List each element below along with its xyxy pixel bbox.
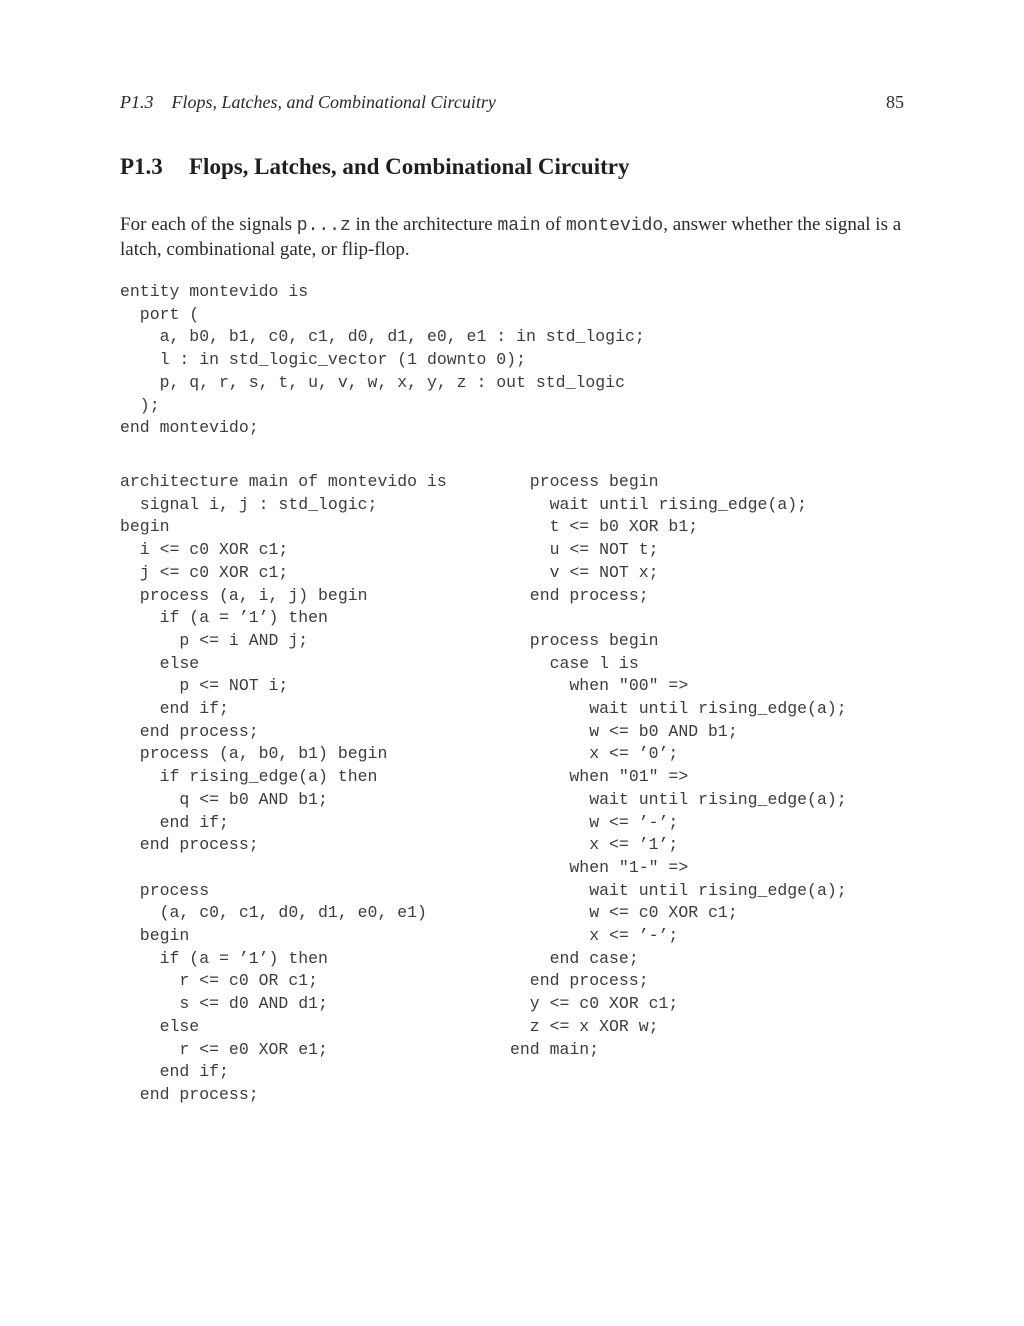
architecture-code-listing-right: process begin wait until rising_edge(a); t <= b0 XOR b1; u <= NOT t; v <= NOT x; end process; process begin case l is when "00" => wait until rising_edge(a); w <= b0 AND b1; x <= ’0’; when "01" => wait until rising_edge(a); w <= ’-’; x <= ’1’; when "1-" => wait until rising_edge(a); w <= c0 XOR c1; x <= ’-’; end case; end process; y <= c0 XOR c1; z <= x XOR w; end main; bbox=[510, 472, 847, 1059]
running-header-title: P1.3 Flops, Latches, and Combinational Circuitry bbox=[120, 92, 496, 112]
intro-text-4: , answer whether the signal is a latch, combinational gate, or flip-flop. bbox=[120, 214, 902, 260]
problem-statement bbox=[120, 213, 910, 262]
section-heading bbox=[120, 154, 629, 180]
intro-text-3: of bbox=[540, 214, 566, 235]
intro-text-1: For each of the signals bbox=[120, 214, 297, 235]
entity-code-listing: entity montevido is port ( a, b0, b1, c0, c1, d0, d1, e0, e1 : in std_logic; l : in std_logic_vector (1 downto 0); p, q, r, s, t, u, v, w, x, y, z : out std_logic ); end montevido; bbox=[120, 282, 645, 438]
section-number: P1.3 bbox=[120, 154, 163, 179]
entity-name-code: montevido bbox=[565, 216, 664, 236]
signal-range-code: p...z bbox=[296, 216, 351, 236]
section-title: Flops, Latches, and Combinational Circuitry bbox=[189, 154, 630, 179]
architecture-name-code: main bbox=[497, 216, 541, 236]
running-header bbox=[120, 92, 904, 118]
page-number: 85 bbox=[886, 92, 904, 112]
architecture-code-listing-left: architecture main of montevido is signal i, j : std_logic; begin i <= c0 XOR c1; j <= c0 XOR c1; process (a, i, j) begin if (a = ’1’) then p <= i AND j; else p <= NOT i; end if; end process; process (a, b0, b1) begin if rising_edge(a) then q <= b0 AND b1; end if; end process; process (a, c0, c1, d0, d1, e0, e1) begin if (a = ’1’) then r <= c0 OR c1; s <= d0 AND d1; else r <= e0 XOR e1; end if; end process; bbox=[120, 472, 447, 1104]
intro-text-2: in the architecture bbox=[350, 214, 498, 235]
